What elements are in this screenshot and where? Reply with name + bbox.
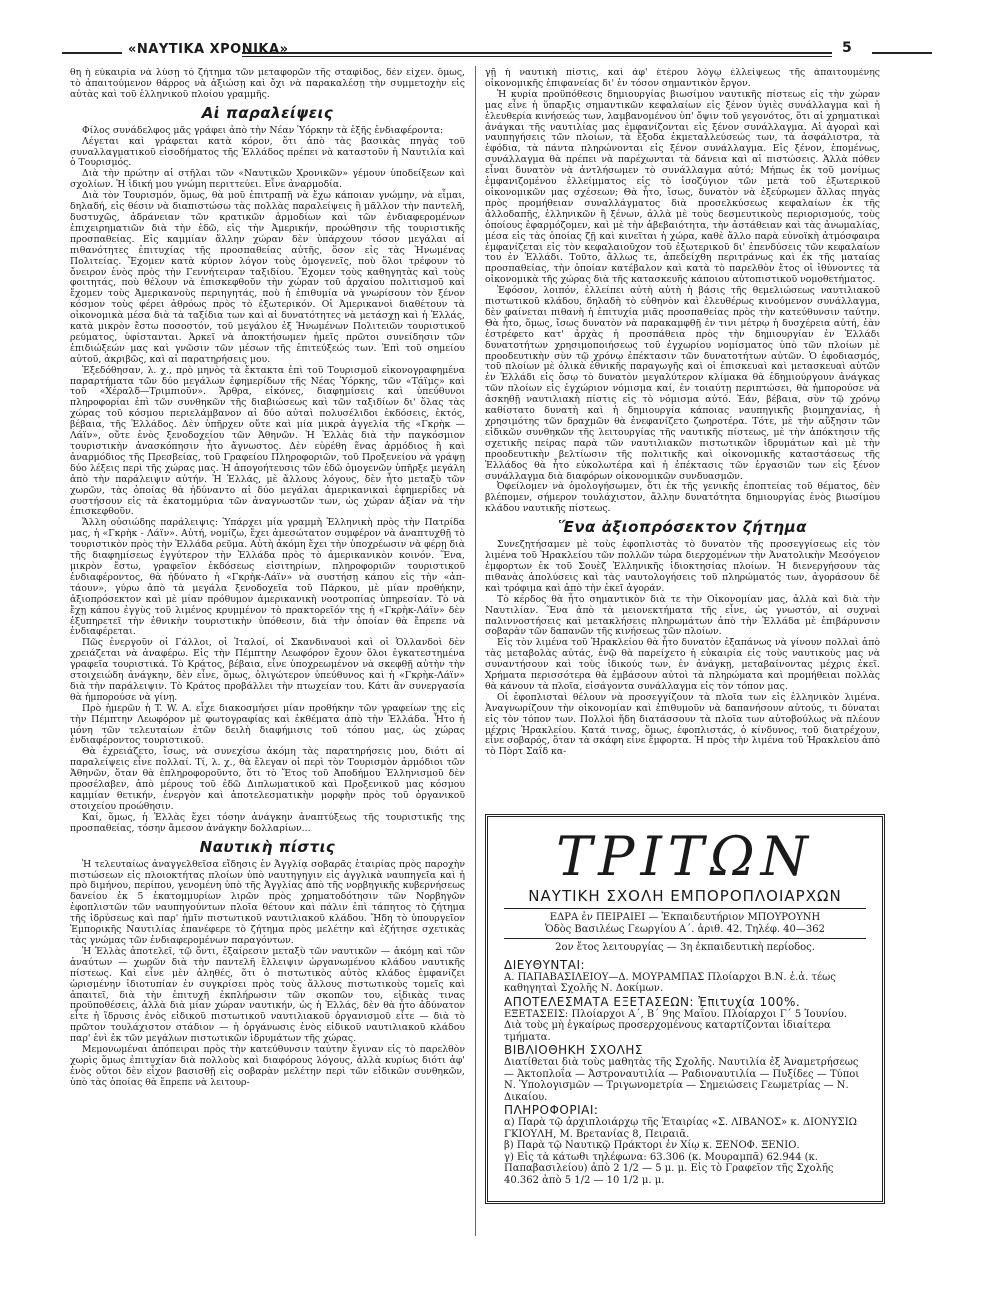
ad-library: Διατίθεται διὰ τοὺς μαθητὰς τῆς Σχολῆς. Ναυτιλία ἐξ Ἀναμετρήσεως — Ἀκτοπλοΐα — Ἀστροναυτιλία — Ραδιοναυτιλία — Πυξίδες — Τύποι Ν. Ὑπολογισμῶν — Τριγωνομετρία — Σημειώσεις Γεωμετρίας — Ν. Δικαίου.	[504, 1057, 860, 1103]
header-rule-middle	[242, 52, 832, 54]
article-paragraph: Ἡ κυρία προϋπόθεσις δημιουργίας βιωσίμου ναυτικῆς πίστεως εἰς τὴν χώραν μας εἶνε ἡ ὕπαρξις σημαντικῶν κεφαλαίων εἰς ξένον ὑγιὲς συνάλλαγμα καὶ ἡ ἐλευθερία κινήσεώς των, λαμβανομένου ὑπ' ὄψιν τοῦ γεγονότος, ὅτι αἱ χρηματικαὶ ἀνάγκαι τῆς ναυτιλίας μας ἐμφανίζονται εἰς ξένον συνάλλαγμα. Αἱ ἀγοραὶ καὶ ναυπηγήσεις τῶν πλοίων, τὰ ἔξοδα ἐκμεταλλεύσεώς των, τὰ ἀσφάλιστρα, τὰ ἐφόδια, τὰ πάντα πληρώνονται εἰς ξένον συνάλλαγμα. Εἰς ξένον, ἑπομένως, συνάλλαγμα θὰ πρέπει νὰ παρέχωνται τὰ δάνεια καὶ αἱ πιστώσεις. Ἀλλὰ πόθεν εἶναι δυνατὸν νὰ ἀντλήσωμεν τὸ συνάλλαγμα αὐτό; Μήπως ἐκ τοῦ μονίμως ἐμφανιζομένου ἐλλείμματος εἰς τὸ ἰσοζύγιον τῶν μετὰ τοῦ ἐξωτερικοῦ οἰκονομικῶν μας σχέσεων; Θὰ ἦτο, ἴσως, δυνατὸν νὰ ἐξεύρωμεν ἄλλας πηγὰς πρὸς προμήθειαν συναλλάγματος διὰ προσελκύσεως κεφαλαίων ἐκ τῆς ἀλλοδαπῆς, ἑλληνικῶν ἢ ξένων, ἀλλὰ μὲ τοὺς δεσμευτικοὺς περιορισμούς, τοὺς ὁποίους ἐφαρμόζομεν, καὶ μὲ τὴν ἀβεβαιότητα, τὴν ἀστάθειαν καὶ τὰς ἀνωμαλίας, μέσα εἰς τὰς ὁποίας ζῇ καὶ κινεῖται ἡ χώρα, καθὲ ἄλλο παρὰ εὐνοϊκὴ ἀτμόσφαιρα ἐμφανίζεται εἰς τὸν κεφαλαιοῦχον τοῦ ἐξωτερικοῦ δι' ἐπενδύσεις τῶν κεφαλαίων του ἐν Ἑλλάδι. Τοῦτο, ἄλλως τε, ἀπεδείχθη περιτράνως καὶ ἐκ τῆς ματαίας προσπαθείας, τὴν ὁποίαν κατέβαλον καὶ κατὰ τὸ παρελθὸν ἔτος οἱ ἰθύνοντες τὰ οἰκονομικὰ τῆς χώρας διὰ τῆς κατασκευῆς κάποιου αὐτοπιστικοῦ νομοθετήματος.	[485, 88, 880, 286]
article-paragraph: Εἰς τὸν λιμένα τοῦ Ἡρακλείου θὰ ἦτο δυνατὸν ἐξαπάνως νὰ γίνουν πολλαὶ ἀπὸ τὰς μεταβολὰς αὐτάς, ἐνῷ θὰ παρείχετο ἡ εὐκαιρία εἰς τοὺς ναυτικοὺς μας νὰ συναντήσουν καὶ τοὺς ἰδικούς των, ἐν ἀνάγκῃ, μεταβαίνοντας μέχρις ἐκεῖ. Χρήματα περισσότερα θὰ ἐμβάσουν αὐτοὶ τὰ πληρώματα καὶ προμήθειαι πολλὰς θὰ κάνουν τὰ πλοῖα, εἰσάγοντα συνάλλαγμα εἰς τὸν τόπον μας.	[485, 637, 880, 692]
article-paragraph: Διὰ τὸν Τουρισμόν, ὅμως, θὰ μοῦ ἐπιτραπῇ νὰ ἔχω κάποιαν γνώμην, νὰ εἶμαι, δηλαδή, εἰς θέσιν νὰ διαπιστώσω τὰς πολλὰς παραλείψεις ἢ μᾶλλον τὴν παντελῆ, δυστυχῶς, ἀδράνειαν τῶν κρατικῶν ἁρμοδίων καὶ τῶν ἐνδιαφερομένων ἐπιχειρηματιῶν διὰ τὴν ἐδῶ, εἰς τὴν Ἀμερικήν, προώθησιν τῆς τουριστικῆς προσπαθείας. Εἰς καμμίαν ἄλλην χώραν δὲν ὑπάρχουν τόσον μεγάλαι αἱ πιθανότητες ἐπιτυχίας τῆς προσπαθείας αὐτῆς, ὅσον εἰς τὰς Ἡνωμένας Πολιτείας. Ἔχομεν κατὰ κύριον λόγον τοὺς ὁμογενεῖς, ποὺ ὅλοι τρέφουν τὸ ὄνειρον ἑνὸς πρὸς τὴν Γεννήτειραν ταξιδίου. Ἔχομεν τοὺς καθηγητὰς καὶ τοὺς φοιτητάς, ποὺ θέλουν νὰ ἐπισκεφθοῦν τὴν χώραν τοῦ ἀρχαίου πολιτισμοῦ καὶ ἔχομεν τοὺς Ἀμερικανοὺς περιηγητάς, ποὺ ἡ ἐπιθυμία νὰ γνωρίσουν τὸν ξένον κόσμον τοὺς φέρει ἀθρόως πρὸς τὸ ἐξωτερικόν. Οἱ Ἀμερικανοὶ διαθέτουν τὰ οἰκονομικὰ μέσα διὰ τὰ ταξίδια των καὶ αἱ δυνατότητες νὰ μετάσχῃ καὶ ἡ Ἑλλάς, κατὰ μικρὸν ἔστω ποσοστόν, τοῦ μεγάλου ἐξ Ἡνωμένων Πολιτειῶν τουριστικοῦ ρεύματος, ὑφίστανται. Ἀρκεῖ νὰ ἀποκτήσωμεν ἡμεῖς πρῶτοι συνείδησιν τῶν ἐπιδιώξεών μας καὶ γνῶσιν τῶν μέσων τῆς ἐπιτεύξεώς των. Ἐπὶ τοῦ σημείου αὐτοῦ, ἀκριβῶς, καὶ αἱ παρατηρήσεις μου.	[70, 190, 465, 365]
page-number: 5	[842, 40, 852, 56]
column-divider	[475, 66, 476, 1236]
ad-seat: ΕΔΡΑ ἐν ΠΕΙΡΑΙΕΙ — Ἐκπαιδευτήριον ΜΠΟΥΡΟΥΝΗ	[549, 912, 821, 923]
ad-title: ΤΡΙΤΩΝ	[556, 825, 814, 888]
ad-directors: Α. ΠΑΠΑΒΑΣΙΛΕΙΟΥ—Δ. ΜΟΥΡΑΜΠΑΣ Πλοίαρχοι Β.Ν. ἐ.ἀ. τέως καθηγηταὶ Σχολῆς Ν. Δοκίμων.	[504, 971, 836, 994]
article-paragraph: Πρὸ ἡμερῶν ἡ T. W. A. εἶχε διακοσμήσει μίαν προθήκην τῶν γραφείων της εἰς τὴν Πέμπτην Λεωφόρον μὲ φωτογραφίας καὶ ἐκθέματα ἀπὸ τὴν Ἑλλάδα. Ἦτο ἡ μόνη τῶν τελευταίων ἐτῶν δειλὴ διαφήμισις τοῦ τόπου μας, ὡς χώρας ἐνδιαφέροντος τουριστικοῦ.	[70, 702, 465, 747]
article-paragraph: Ἡ Ἑλλὰς ἀποτελεῖ, τῷ ὄντι, ἐξαίρεσιν μεταξὺ τῶν ναυτικῶν — ἀκόμη καὶ τῶν ἀναύτων — χωρῶν διὰ τὴν παντελῆ ἔλλειψιν ὠργανωμένου κλάδου ναυτικῆς πίστεως. Καὶ εἶνε μὲν ἀληθές, ὅτι ὁ πιστωτικὸς αὐτὸς κλάδος ἐμφανίζει ὡρισμένην ἰδιοτυπίαν ἐν συγκρίσει πρὸς τοὺς ἄλλους πιστωτικοὺς τομεῖς καὶ ἀπαιτεῖ, διὰ τὴν ἐπιτυχῆ ἐκπλήρωσιν τῶν σκοπῶν του, εἰδικὰς τινας προϋποθέσεις, ἀλλὰ διὰ μίαν χώραν ναυτικήν, ὡς ἡ Ἑλλάς, δὲν θὰ ἦτο ἀδύνατον εἶτε ἡ ἵδρυσις ἑνὸς εἰδικοῦ πιστωτικοῦ ναυτιλιακοῦ ὀργανισμοῦ εἶτε — διὰ τὸ πρῶτον τουλάχιστον στάδιον — ἡ ὀργάνωσις ἑνὸς εἰδικοῦ ναυτιλιακοῦ κλάδου παρ' ἑνὶ ἐκ τῶν μεγάλων πιστωτικῶν ἱδρυμάτων τῆς χώρας.	[70, 945, 465, 1045]
ad-info-heading: ΠΛΗΡΟΦΟΡΙΑΙ:	[504, 1103, 599, 1117]
article-paragraph: Ἐφόσον, λοιπόν, ἐλλείπει αὐτὴ αὐτὴ ἡ βάσις τῆς θεμελιώσεως ναυτιλιακοῦ πιστωτικοῦ κλάδου, δηλαδὴ τὸ εὐθηνὸν καὶ ἐλευθέρως κινούμενον συνάλλαγμα, δὲν φαίνεται πιθανὴ ἡ ἐπιτυχία μιᾶς προσπαθείας πρὸς τὴν κατεύθυνσιν ταύτην. Θὰ ἦτο, ὅμως, ἴσως δυνατὸν νὰ παρακαμφθῇ ἐν τινι μέτρῳ ἡ δυσχέρεια αὐτή, ἐὰν ἐστρέφετο κατ' ἀρχὰς ἡ προσπάθεια πρὸς τὴν δημιουργίαν ἐν Ἑλλάδι δυνατοτήτων χρησιμοποιήσεως τοῦ ἐγχωρίου νομίσματος ὑπὸ τῶν πλοίων μὲ προοδευτικὴν σὺν τῷ χρόνῳ ἐπέκτασιν τῶν δυνατοτήτων αὐτῶν. Ὁ ἐφοδιασμός, τοῦ πλοίων μὲ ὁλικὰ ἐθνικῆς παραγωγῆς καὶ οἱ ἐπισκευαὶ καὶ μετασκευαὶ αὐτῶν ἐν Ἑλλάδι εἰς ὅσῳ τὸ δυνατὸν μεγαλύτερον κλίμακα θὰ ἐδημιούργουν ἀνάγκας τῶν πλοίων εἰς ἐγχώριον νόμισμα καί, ἐν τοιαύτῃ περιπτώσει, θὰ ἠμπορούσε νὰ ἀσκηθῇ ναυτιλιακὴ πίστις εἰς τὸ νόμισμα αὐτό. Ἐάν, βέβαια, σὺν τῷ χρόνῳ καθίστατο δυνατὴ καὶ ἡ δημιουργία κάποιας ναυπηγικῆς βιομηχανίας, ἡ χρησιμότης τῶν δραχμῶν θὰ ἐνεφανίζετο ζωηροτέρα. Τότε, μὲ τὴν αὔξησιν τῶν εἰδικῶν συνθηκῶν τῆς λειτουργίας τῆς ναυτικῆς πίστεως, μὲ τὴν ἀπόκτησιν τῆς σχετικῆς πείρας παρὰ τῶν ναυτιλιακῶν πιστωτικῶν ἱδρυμάτων καὶ μὲ τὴν προοδευτικὴν βελτίωσιν τῆς πολιτικῆς καὶ οἰκονομικῆς καταστάσεως τῆς Ἑλλάδος θὰ ἦτο εὐκολωτέρα καὶ ἡ ἐπέκτασις τῶν ἐργασιῶν των εἰς ξένον συνάλλαγμα διὰ διαφόρων οἰκονομικῶν συνδυασμῶν.	[485, 285, 880, 482]
article-paragraph: Οἱ ἐφοπλισταὶ θέλουν νὰ προσεγγίζουν τὰ πλοῖα των εἰς ἑλληνικὸν λιμένα. Ἀναγνωρίζουν τὴν οἰκονομίαν καὶ ἐπιθυμοῦν νὰ δαπανήσουν αὐτούς, τι δύναται εἰς τὸν τόπον των. Πολλοὶ ἤδη διατάσσουν τὰ πλοῖα των αὐτοβούλως νὰ πλέουν μέχρις Ἡρακλείου. Κατά τινας, ὅμως, ἐφοπλιστάς, ὁ κίνδυνος, τοῦ διατρέχουν, εἶνε σοβαρός, ὅταν τὰ σκάφη εἶνε ἔμφορτα. Ἡ πρὸς τὴν λιμένα τοῦ Ἡρακλείου ἀπὸ τὸ Πὸρτ Σαΐδ κα-	[485, 691, 880, 758]
right-column	[485, 68, 880, 798]
section-heading-omissions: Αἱ παραλείψεις	[201, 103, 334, 122]
ad-exams: ΕΞΕΤΑΣΕΙΣ: Πλοίαρχοι Α΄, Β΄ 9ης Μαΐου. Πλοίαρχοι Γ΄ 5 Ἰουνίου. Διὰ τοὺς μὴ ἐγκαίρως προσερχομένους καταρτίζονται ἰδιαίτερα τμήματα.	[504, 1008, 847, 1043]
left-column	[70, 68, 465, 1238]
article-paragraph: Τὸ κέρδος θὰ ἦτο σημαντικὸν διὰ τε τὴν Οἰκονομίαν μας, ἀλλὰ καὶ διὰ τὴν Ναυτιλίαν. Ἕνα ἀπὸ τὰ μειονεκτήματα τῆς εἶνε, ὡς γνωστόν, αἱ συχναὶ παλιννοστήσεις καὶ μετακλήσεις πληρωμάτων ἀπὸ τὴν Ἑλλάδα μὲ ἐπιβάρυνσιν σοβαρὰν τῶν δαπανῶν τῆς κινήσεως τῶν πλοίων.	[485, 593, 880, 638]
article-paragraph: Πῶς ἐνεργοῦν οἱ Γάλλοι, οἱ Ἰταλοί, οἱ Σκανδιναυοὶ καὶ οἱ Ὁλλανδοὶ δὲν χρειάζεται νὰ ἀναφέρω. Εἰς τὴν Πέμπτην Λεωφόρον ἔχουν ὅλοι ἐγκατεστημένα γραφεῖα τουριστικά. Τὸ Κράτος, βέβαια, εἶνε ὑποχρεωμένον νὰ σκεφθῇ αὐτὴν τὴν στοιχειώδη ἀνάγκην, δὲν εἶνε, ὅμως, ὀλιγώτερον ὑπεύθυνος καὶ ἡ «Γκρὴκ-Λάϊν» διὰ τὴν παράλειψιν. Τὸ Κράτος προβάλλει τὴν πτωχείαν του. Κάτι ἂν συνεργασία θὰ ἠμπορούσε νὰ γίνῃ.	[70, 637, 465, 703]
article-paragraph: Ἄλλη οὐσιώδης παράλειψις: Ὑπάρχει μία γραμμὴ Ἑλληνικὴ πρὸς τὴν Πατρίδα μας, ἡ «Γκρὴκ - Λάϊν». Αὐτή, νομίζω, ἔχει ἀμεσώτατον συμφέρον νὰ ἀναπτυχθῇ τὸ τουριστικὸν πρὸς τὴν Ἑλλάδα ρεῦμα. Αὐτὴ ἀκόμη ἔχει τὴν ὑποχρέωσιν νὰ φέρῃ διὰ τῆς διαφημίσεως ἐγγύτερον τὴν Ἑλλάδα πρὸς τὸ ἀμερικανικὸν κοινόν. Ἕνα, μικρὸν ἔστω, γραφεῖον ἐκδόσεως εἰσιτηρίων, πληροφοριῶν τουριστικοῦ ἐνδιαφέροντος, θὰ ἠδύνατο ἡ «Γκρὴκ-Λάϊν» νὰ συστήσῃ κάπου εἰς τὴν «ἀπ-τάουν», γύρω ἀπὸ τὰ μεγάλα ξενοδοχεῖα τοῦ Πάρκου, μὲ μίαν προθήκην, ἀξιοπρόσεκτον καὶ μὲ μίαν πρόθυμον ἀμερικανικὴ νοοτροπίας ὑπηρεσίαν. Τὸ νὰ ἔχῃ κάπου ἐγγὺς τοῦ λιμένος κρυμμένον τὸ πρακτορεῖόν της ἡ «Γκρὴκ-Λάϊν» δὲν ἐξυπηρετεῖ τὴν ἐθνικὴν τουριστικὴν ὑπόθεσιν, διὰ τὴν ὁποίαν θὰ ἔπρεπε νὰ ἐνδιαφέρεται.	[70, 517, 465, 638]
ad-divider	[504, 908, 866, 909]
ad-year: 2ον ἔτος λειτουργίας — 3η ἐκπαιδευτικὴ περίοδος.	[555, 942, 815, 953]
article-paragraph: Ἐξεδόθησαν, λ. χ., πρὸ μηνὸς τὰ ἔκτακτα ἐπὶ τοῦ Τουρισμοῦ εἰκονογραφημένα παραρτήματα τῶν δύο μεγάλων ἐφημερίδων τῆς Νέας Ὑόρκης, τῶν «Τάϊμς» καὶ τοῦ «Χέραλδ—Τριμπιοῦν». Ἄρθρα, εἰκόνες, διαφημίσεις καὶ ὑπεύθυνοι πληροφορίαι ἐπὶ τῶν συνθηκῶν τῆς διαβιώσεως καὶ τῶν ταξιδίων δι' ὅλας τὰς χώρας τοῦ κόσμου περιελάμβανον αἱ δύο αὐταὶ πολυσέλιδοι ἐκδόσεις, ἐκτός, βέβαια, τῆς Ἑλλάδος. Δὲν ὑπῆρχεν οὔτε καὶ μία μικρὰ ἀγγελία τῆς «Γκρὴκ — Λάϊν», οὔτε ἑνὸς ξενοδοχείου τῶν Ἀθηνῶν. Ἡ Ἑλλὰς διὰ τὴν παγκόσμιον τουριστικὴν ἀνασκόπησιν ἦτο ἄγνωστος. Δὲν εὑρέθη ἕνας ἁρμόδιος ἢ καὶ ἀναρμόδιος τῆς Πρεσβείας, τοῦ Γραφείου Πληροφοριῶν, τοῦ Προξενείου νὰ γράψῃ δύο λέξεις περὶ τῆς χώρας μας. Ἡ ἀπογοήτευσις τῶν ἐδῶ ὁμογενῶν ὑπῆρξε μεγάλη ἀπὸ τὴν παράλειψιν αὐτήν. Ἡ Ἑλλάς, μὲ ἄλλους λόγους, δὲν ἦτο μεταξὺ τῶν χωρῶν, τὰς ὁποίας θὰ ἠδύναντο αἱ δύο μεγάλαι ἀμερικανικαὶ ἐφημερίδες νὰ συστήσουν εἰς τὰ ἑκατομμύρια τῶν ἀναγνωστῶν των, ὡς χώραν ἀξίαν νὰ τὴν ἐπισκεφθοῦν.	[70, 364, 465, 518]
header-rule-right	[872, 52, 932, 54]
section-heading-noteworthy-issue: Ἕνα ἀξιοπρόσεκτον ζήτημα	[558, 518, 807, 537]
section-heading-maritime-credit: Ναυτικὴ πίστις	[199, 837, 336, 856]
ad-divider	[504, 938, 866, 939]
header-rule-left	[62, 52, 122, 54]
triton-school-advertisement	[485, 814, 885, 1204]
ad-library-heading: ΒΙΒΛΙΟΘΗΚΗ ΣΧΟΛΗΣ	[504, 1043, 643, 1057]
header-rule-middle-thin	[242, 56, 832, 57]
ad-info-a: α) Παρὰ τῷ ἀρχιπλοιάρχῳ τῆς Ἑταιρίας «Σ. ΛΙΒΑΝΟΣ» κ. ΔΙΟΝΥΣΙΩ ΓΚΙΟΥΛΗ, Μ. Βρετανίας 8, Πειραιᾶ.	[504, 1117, 857, 1140]
ad-info-b: β) Παρὰ τῷ Ναυτικῷ Πράκτορι ἐν Χίῳ κ. ΞΕΝΟΦ. ΞΕΝΙΟ.	[504, 1140, 800, 1151]
ad-info-c: γ) Εἰς τὰ κάτωθι τηλέφωνα: 63.306 (κ. Μουραμπᾶ) 62.944 (κ. Παπαβασιλείου) ἀπὸ 2 1/2 — 5 μ. μ. Εἰς τὸ Γραφεῖον τῆς Σχολῆς 40.362 ἀπὸ 5 1/2 — 10 1/2 μ. μ.	[504, 1151, 834, 1186]
article-paragraph: Φίλος συνάδελφος μᾶς γράφει ἀπὸ τὴν Νέαν Ὑόρκην τὰ ἑξῆς ἐνδιαφέροντα:	[82, 124, 444, 136]
article-paragraph: Ἡ τελευταίως ἀναγγελθεῖσα εἴδησις ἐν Ἀγγλίᾳ σοβαρᾶς ἑταιρίας πρὸς παροχὴν πιστώσεων εἰς πλοιοκτήτας πλοίων ὑπὸ ναυτηγηγιν εἰς ἀγγλικὰ ναυπηγεῖα καὶ ἡ πρὸ διμήνου, περίπου, γενομένη ὑπὸ τῆς Ἀγγλίας ἀπὸ τῆς νορβηγικῆς κυβερνήσεως δανείου ἐκ 5 ἑκατομμυρίων λιρῶν πρὸς χρηματοδότησιν τῶν Νορβηγῶν ἐφοπλιστῶν τῶν ναυπηγούντων πλοῖα θέτουν καὶ πάλιν ἐπὶ τάπητος τὸ ζήτημα τῆς ἱδρύσεως καὶ παρ' ἡμῖν πιστωτικοῦ ναυτιλιακοῦ κλάδου. Ἤδη τὸ ὑπουργεῖον Ἐμπορικῆς Ναυτιλίας ἐπανέφερε τὸ ζήτημα πρὸς μελέτην καὶ ἐζήτησε σχετικὰς τὰς γνώμας τῶν ἐνδιαφερομένων παραγόντων.	[70, 858, 465, 946]
ad-results: ΑΠΟΤΕΛΕΣΜΑΤΑ ΕΞΕΤΑΣΕΩΝ: Ἐπιτυχία 100%.	[504, 994, 801, 1009]
article-paragraph: Καί, ὅμως, ἡ Ἑλλὰς ἔχει τόσην ἀνάγκην ἀναπτύξεως τῆς τουριστικῆς της προσπαθείας, τόσην ἄμεσον ἀνάγκην δολλαρίων...	[70, 811, 465, 834]
article-paragraph: Ὀφείλομεν νὰ ὁμολογήσωμεν, ὅτι ἐκ τῆς γενικῆς ἐποπτείας τοῦ θέματος, δὲν βλέπομεν, σήμερον τουλάχιστον, ἄλλην δυνατότητα δημιουργίας ἑνὸς βιωσίμου κλάδου ναυτικῆς πίστεως.	[485, 481, 880, 515]
ad-address: Ὁδὸς Βασιλέως Γεωργίου Α΄. ἀριθ. 42. Τηλέφ. 40—362	[545, 923, 825, 935]
intro-paragraph: θη ἡ εὐκαιρία νὰ λύσῃ τὸ ζήτημα τῶν μεταφορῶν τῆς σταφίδος, δὲν εἶχεν. ὅμως, τὸ ἀπαιτούμενον θάρρος νὰ ἀξιώσῃ καὶ ὄχι νὰ παρακαλέσῃ τὴν συμμετοχὴν εἰς αὐτὰς καὶ τοῦ ἑλληνικοῦ πλοίου γραμμῆς.	[70, 68, 465, 100]
ad-directors-heading: ΔΙΕΥΘΥΝΤΑΙ:	[504, 957, 586, 972]
article-paragraph: γῇ ἡ ναυτικὴ πίστις, καὶ ἀφ' ἑτέρου λόγῳ ἐλλείψεως τῆς ἀπαιτουμένης οἰκονομικῆς ἐπιφανείας δι' ἐν τόσον σημαντικὸν ἔργον.	[485, 68, 880, 89]
ad-subtitle: ΝΑΥΤΙΚΗ ΣΧΟΛΗ ΕΜΠΟΡΟΠΛΟΙΑΡΧΩΝ	[528, 887, 842, 905]
article-paragraph: Διὰ τὴν πρώτην αἱ στῆλαι τῶν «Ναυτικῶν Χρονικῶν» γέμουν ὑποδείξεων καὶ σχολίων. Ἡ ἰδική μου γνώμη περιττεύει. Εἶνε ἀναρμοδία.	[70, 168, 465, 191]
article-paragraph: Συνεζητήσαμεν μὲ τοὺς ἐφοπλιστὰς τὸ δυνατὸν τῆς προσεγγίσεως εἰς τὸν λιμένα τοῦ Ἡρακλείου τῶν πολλῶν τώρα διερχομένων τὴν Ἀνατολικὴν Μεσόγειον ἐμφορτων ἐκ τοῦ Σουὲζ Ἑλληνικῆς ἰδιοκτησίας πλοίων. Ἡ διενεργήσουν τὰς πιθανὰς ἀπολύσεις καὶ τὰς ναυτολογήσεις τοῦ πληρώματός των, ἀγοράσουν δὲ καὶ τρόφιμα καὶ ἀπὸ τὴν ἐκεῖ ἀγοράν.	[485, 539, 880, 594]
article-paragraph: Θὰ ἐχρειάζετο, ἴσως, νὰ συνεχίσω ἀκόμη τὰς παρατηρήσεις μου, διότι αἱ παραλείψεις εἶνε πολλαί. Τί, λ. χ., θὰ ἔλεγαν οἱ περὶ τὸν Τουρισμὸν ἁρμόδιοι τῶν Ἀθηνῶν, ὅταν θὰ ἐπληροφοροῦντο, ὅτι τὸ Ἔτος τοῦ Ἀποδήμου Ἑλληνισμοῦ δὲν προσέλαβεν, ἀπὸ μέρους τοῦ ἐδῶ Διπλωματικοῦ καὶ Προξενικοῦ μας κόσμου καμμίαν θετικήν, ἐνεργὸν καὶ ἀποτελεσματικὴν μορφὴν πρὸς τοῦ ὀργανικοῦ στοιχείου προώθησιν.	[70, 746, 465, 812]
article-paragraph: Λέγεται καὶ γράφεται κατὰ κόρον, ὅτι ἀπὸ τὰς βασικὰς πηγὰς τοῦ συναλλαγματικοῦ εἰσοδήματος τῆς Ἑλλάδος πρέπει νὰ καταστοῦν ἡ Ναυτιλία καὶ ὁ Τουρισμός.	[70, 135, 465, 169]
publication-title: «ΝΑΥΤΙΚΑ ΧΡΟΝΙΚΑ»	[128, 42, 289, 57]
article-paragraph: Μεμονωμέναι ἀπόπειραι πρὸς τὴν κατεύθυνσιν ταύτην ἔγιναν εἰς τὸ παρελθὸν χωρὶς ὅμως ἐπιτυχίαν διὰ πολλοὺς καὶ διαφόρους λόγους, ἀλλὰ κυρίως διότι ἀφ' ἑνὸς οὔτοι δὲν εἶχον βασισθῇ εἰς σοβαρὰν μελέτην περὶ τῶν εἰδικῶν συνθηκῶν, ὑπὸ τὰς ὁποίας θὰ ἔπρεπε νὰ λειτουρ-	[70, 1044, 465, 1088]
